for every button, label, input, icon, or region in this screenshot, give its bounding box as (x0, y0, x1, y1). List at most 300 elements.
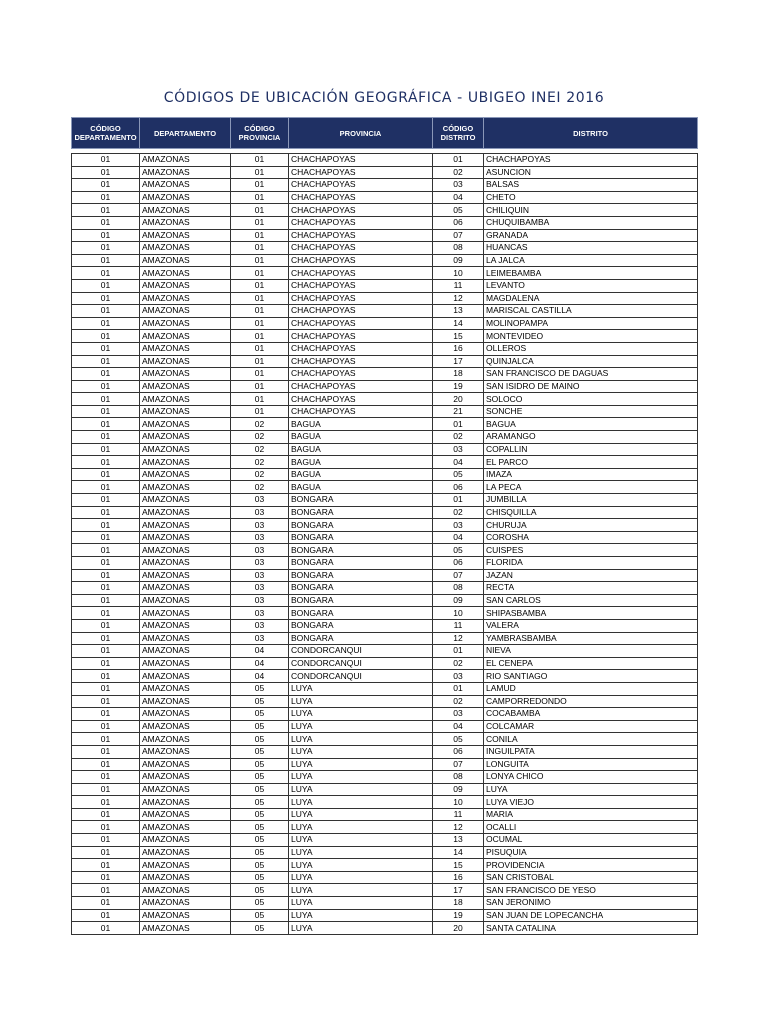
cell-distrito: MARISCAL CASTILLA (484, 305, 698, 318)
cell-distrito: MAGDALENA (484, 292, 698, 305)
cell-codigo-distrito: 17 (433, 355, 484, 368)
cell-departamento: AMAZONAS (140, 456, 231, 469)
cell-codigo-departamento: 01 (72, 771, 140, 784)
header-codigo-provincia: CÓDIGO PROVINCIA (231, 118, 289, 149)
cell-codigo-provincia: 05 (231, 758, 289, 771)
cell-codigo-distrito: 05 (433, 733, 484, 746)
table-row (72, 456, 698, 469)
cell-codigo-distrito: 03 (433, 443, 484, 456)
table-row (72, 657, 698, 670)
cell-distrito: SAN CRISTOBAL (484, 871, 698, 884)
cell-codigo-departamento: 01 (72, 342, 140, 355)
cell-provincia: CHACHAPOYAS (289, 242, 433, 255)
cell-departamento: AMAZONAS (140, 657, 231, 670)
header-provincia: PROVINCIA (289, 118, 433, 149)
cell-distrito: SAN JERONIMO (484, 897, 698, 910)
cell-codigo-departamento: 01 (72, 443, 140, 456)
cell-distrito: EL CENEPA (484, 657, 698, 670)
table-row (72, 871, 698, 884)
cell-departamento: AMAZONAS (140, 418, 231, 431)
header-departamento: DEPARTAMENTO (140, 118, 231, 149)
cell-departamento: AMAZONAS (140, 179, 231, 192)
cell-codigo-departamento: 01 (72, 619, 140, 632)
cell-codigo-provincia: 01 (231, 166, 289, 179)
cell-codigo-provincia: 05 (231, 871, 289, 884)
cell-codigo-distrito: 16 (433, 871, 484, 884)
table-row (72, 670, 698, 683)
cell-departamento: AMAZONAS (140, 380, 231, 393)
cell-distrito: IMAZA (484, 468, 698, 481)
table-row (72, 632, 698, 645)
table-row (72, 368, 698, 381)
cell-provincia: BAGUA (289, 431, 433, 444)
cell-codigo-provincia: 01 (231, 242, 289, 255)
table-row (72, 330, 698, 343)
cell-distrito: COPALLIN (484, 443, 698, 456)
cell-departamento: AMAZONAS (140, 834, 231, 847)
cell-codigo-provincia: 04 (231, 657, 289, 670)
cell-distrito: PROVIDENCIA (484, 859, 698, 872)
table-row (72, 254, 698, 267)
cell-departamento: AMAZONAS (140, 279, 231, 292)
cell-provincia: CHACHAPOYAS (289, 317, 433, 330)
cell-codigo-provincia: 05 (231, 859, 289, 872)
cell-codigo-provincia: 01 (231, 254, 289, 267)
table-row (72, 695, 698, 708)
cell-codigo-distrito: 08 (433, 771, 484, 784)
cell-codigo-distrito: 08 (433, 582, 484, 595)
cell-departamento: AMAZONAS (140, 708, 231, 721)
cell-provincia: LUYA (289, 859, 433, 872)
cell-codigo-distrito: 14 (433, 846, 484, 859)
table-row (72, 619, 698, 632)
cell-distrito: GRANADA (484, 229, 698, 242)
cell-codigo-provincia: 02 (231, 431, 289, 444)
cell-codigo-distrito: 04 (433, 191, 484, 204)
cell-provincia: BONGARA (289, 544, 433, 557)
cell-codigo-provincia: 03 (231, 494, 289, 507)
cell-codigo-provincia: 01 (231, 330, 289, 343)
cell-codigo-departamento: 01 (72, 229, 140, 242)
cell-distrito: ARAMANGO (484, 431, 698, 444)
cell-provincia: CHACHAPOYAS (289, 368, 433, 381)
table-row (72, 380, 698, 393)
cell-codigo-provincia: 02 (231, 443, 289, 456)
cell-codigo-departamento: 01 (72, 531, 140, 544)
cell-codigo-departamento: 01 (72, 494, 140, 507)
cell-codigo-distrito: 02 (433, 506, 484, 519)
cell-distrito: PISUQUIA (484, 846, 698, 859)
table-row (72, 355, 698, 368)
cell-departamento: AMAZONAS (140, 254, 231, 267)
cell-departamento: AMAZONAS (140, 494, 231, 507)
cell-departamento: AMAZONAS (140, 468, 231, 481)
cell-codigo-provincia: 02 (231, 456, 289, 469)
cell-codigo-distrito: 13 (433, 834, 484, 847)
cell-provincia: BONGARA (289, 506, 433, 519)
table-row (72, 393, 698, 406)
table-row (72, 607, 698, 620)
cell-departamento: AMAZONAS (140, 204, 231, 217)
cell-distrito: MONTEVIDEO (484, 330, 698, 343)
cell-provincia: LUYA (289, 922, 433, 935)
cell-codigo-provincia: 02 (231, 481, 289, 494)
cell-distrito: CUISPES (484, 544, 698, 557)
cell-codigo-distrito: 20 (433, 393, 484, 406)
cell-distrito: LONYA CHICO (484, 771, 698, 784)
table-row (72, 834, 698, 847)
cell-codigo-distrito: 16 (433, 342, 484, 355)
table-row (72, 531, 698, 544)
cell-provincia: BONGARA (289, 569, 433, 582)
cell-distrito: CHURUJA (484, 519, 698, 532)
cell-codigo-departamento: 01 (72, 468, 140, 481)
cell-distrito: HUANCAS (484, 242, 698, 255)
cell-distrito: JAZAN (484, 569, 698, 582)
cell-codigo-distrito: 02 (433, 657, 484, 670)
cell-distrito: SANTA CATALINA (484, 922, 698, 935)
cell-codigo-distrito: 02 (433, 431, 484, 444)
cell-codigo-distrito: 03 (433, 179, 484, 192)
cell-departamento: AMAZONAS (140, 796, 231, 809)
cell-distrito: BALSAS (484, 179, 698, 192)
cell-codigo-distrito: 06 (433, 481, 484, 494)
cell-provincia: BAGUA (289, 418, 433, 431)
table-row (72, 204, 698, 217)
cell-codigo-provincia: 04 (231, 645, 289, 658)
cell-codigo-provincia: 05 (231, 897, 289, 910)
table-row (72, 582, 698, 595)
cell-codigo-distrito: 09 (433, 594, 484, 607)
table-row (72, 720, 698, 733)
cell-codigo-departamento: 01 (72, 330, 140, 343)
cell-provincia: CHACHAPOYAS (289, 292, 433, 305)
cell-departamento: AMAZONAS (140, 682, 231, 695)
table-row (72, 179, 698, 192)
cell-departamento: AMAZONAS (140, 355, 231, 368)
cell-codigo-distrito: 07 (433, 569, 484, 582)
table-row (72, 645, 698, 658)
cell-codigo-distrito: 06 (433, 557, 484, 570)
cell-codigo-departamento: 01 (72, 305, 140, 318)
cell-provincia: CONDORCANQUI (289, 657, 433, 670)
cell-codigo-distrito: 11 (433, 619, 484, 632)
header-codigo-departamento: CÓDIGO DEPARTAMENTO (72, 118, 140, 149)
cell-codigo-provincia: 01 (231, 305, 289, 318)
table-row (72, 506, 698, 519)
cell-departamento: AMAZONAS (140, 557, 231, 570)
cell-distrito: BAGUA (484, 418, 698, 431)
cell-codigo-distrito: 03 (433, 670, 484, 683)
table-row (72, 771, 698, 784)
cell-codigo-provincia: 05 (231, 745, 289, 758)
table-row (72, 305, 698, 318)
cell-distrito: COLCAMAR (484, 720, 698, 733)
table-row (72, 494, 698, 507)
cell-departamento: AMAZONAS (140, 783, 231, 796)
table-row (72, 909, 698, 922)
cell-codigo-distrito: 21 (433, 405, 484, 418)
cell-codigo-provincia: 05 (231, 834, 289, 847)
cell-distrito: SOLOCO (484, 393, 698, 406)
cell-departamento: AMAZONAS (140, 619, 231, 632)
cell-provincia: CHACHAPOYAS (289, 267, 433, 280)
table-row (72, 708, 698, 721)
cell-codigo-provincia: 01 (231, 179, 289, 192)
cell-codigo-distrito: 19 (433, 380, 484, 393)
cell-provincia: BONGARA (289, 594, 433, 607)
cell-provincia: LUYA (289, 796, 433, 809)
cell-distrito: YAMBRASBAMBA (484, 632, 698, 645)
cell-codigo-departamento: 01 (72, 582, 140, 595)
cell-codigo-provincia: 01 (231, 342, 289, 355)
table-row (72, 418, 698, 431)
table-row (72, 745, 698, 758)
cell-provincia: CHACHAPOYAS (289, 405, 433, 418)
cell-codigo-departamento: 01 (72, 695, 140, 708)
cell-codigo-distrito: 08 (433, 242, 484, 255)
cell-distrito: LEIMEBAMBA (484, 267, 698, 280)
cell-codigo-distrito: 01 (433, 682, 484, 695)
cell-codigo-provincia: 05 (231, 695, 289, 708)
cell-departamento: AMAZONAS (140, 431, 231, 444)
header-distrito: DISTRITO (484, 118, 698, 149)
cell-codigo-departamento: 01 (72, 821, 140, 834)
cell-codigo-distrito: 03 (433, 708, 484, 721)
cell-provincia: CHACHAPOYAS (289, 393, 433, 406)
cell-codigo-provincia: 03 (231, 582, 289, 595)
table-row (72, 216, 698, 229)
cell-codigo-departamento: 01 (72, 267, 140, 280)
table-row (72, 594, 698, 607)
cell-distrito: VALERA (484, 619, 698, 632)
cell-codigo-distrito: 07 (433, 229, 484, 242)
cell-codigo-provincia: 01 (231, 355, 289, 368)
cell-codigo-provincia: 01 (231, 191, 289, 204)
cell-codigo-provincia: 01 (231, 154, 289, 167)
cell-codigo-departamento: 01 (72, 720, 140, 733)
cell-codigo-distrito: 13 (433, 305, 484, 318)
cell-departamento: AMAZONAS (140, 720, 231, 733)
cell-codigo-distrito: 15 (433, 859, 484, 872)
cell-codigo-provincia: 05 (231, 821, 289, 834)
table-row (72, 292, 698, 305)
cell-distrito: SAN FRANCISCO DE YESO (484, 884, 698, 897)
cell-codigo-departamento: 01 (72, 682, 140, 695)
cell-codigo-departamento: 01 (72, 254, 140, 267)
cell-provincia: LUYA (289, 733, 433, 746)
cell-departamento: AMAZONAS (140, 695, 231, 708)
cell-codigo-distrito: 05 (433, 544, 484, 557)
table-row (72, 267, 698, 280)
ubigeo-table (71, 117, 698, 935)
cell-provincia: CHACHAPOYAS (289, 279, 433, 292)
cell-departamento: AMAZONAS (140, 154, 231, 167)
cell-codigo-provincia: 03 (231, 569, 289, 582)
cell-codigo-departamento: 01 (72, 368, 140, 381)
cell-codigo-distrito: 11 (433, 808, 484, 821)
cell-departamento: AMAZONAS (140, 745, 231, 758)
cell-provincia: LUYA (289, 897, 433, 910)
cell-distrito: FLORIDA (484, 557, 698, 570)
cell-codigo-departamento: 01 (72, 594, 140, 607)
cell-provincia: BONGARA (289, 607, 433, 620)
cell-codigo-provincia: 01 (231, 267, 289, 280)
cell-codigo-provincia: 05 (231, 708, 289, 721)
cell-codigo-departamento: 01 (72, 355, 140, 368)
cell-codigo-departamento: 01 (72, 884, 140, 897)
cell-departamento: AMAZONAS (140, 582, 231, 595)
cell-codigo-distrito: 01 (433, 154, 484, 167)
cell-codigo-departamento: 01 (72, 909, 140, 922)
cell-departamento: AMAZONAS (140, 330, 231, 343)
cell-codigo-provincia: 03 (231, 594, 289, 607)
cell-provincia: CONDORCANQUI (289, 670, 433, 683)
cell-departamento: AMAZONAS (140, 897, 231, 910)
cell-codigo-distrito: 10 (433, 267, 484, 280)
cell-codigo-provincia: 01 (231, 279, 289, 292)
cell-codigo-distrito: 03 (433, 519, 484, 532)
cell-distrito: RIO SANTIAGO (484, 670, 698, 683)
cell-departamento: AMAZONAS (140, 758, 231, 771)
table-row (72, 733, 698, 746)
header-codigo-distrito: CÓDIGO DISTRITO (433, 118, 484, 149)
table-row (72, 796, 698, 809)
cell-distrito: ASUNCION (484, 166, 698, 179)
cell-codigo-provincia: 05 (231, 720, 289, 733)
cell-codigo-departamento: 01 (72, 808, 140, 821)
cell-departamento: AMAZONAS (140, 808, 231, 821)
cell-codigo-provincia: 03 (231, 632, 289, 645)
cell-codigo-distrito: 18 (433, 897, 484, 910)
page-title: CÓDIGOS DE UBICACIÓN GEOGRÁFICA - UBIGEO INEI 2016 (163, 90, 605, 106)
cell-departamento: AMAZONAS (140, 909, 231, 922)
table-row (72, 682, 698, 695)
cell-departamento: AMAZONAS (140, 871, 231, 884)
header-row (72, 118, 698, 149)
cell-codigo-distrito: 10 (433, 607, 484, 620)
cell-distrito: LA JALCA (484, 254, 698, 267)
cell-departamento: AMAZONAS (140, 443, 231, 456)
cell-departamento: AMAZONAS (140, 922, 231, 935)
cell-codigo-departamento: 01 (72, 242, 140, 255)
cell-provincia: LUYA (289, 909, 433, 922)
cell-provincia: LUYA (289, 821, 433, 834)
cell-codigo-distrito: 14 (433, 317, 484, 330)
cell-codigo-provincia: 05 (231, 846, 289, 859)
cell-codigo-provincia: 03 (231, 531, 289, 544)
cell-codigo-distrito: 05 (433, 204, 484, 217)
cell-departamento: AMAZONAS (140, 305, 231, 318)
cell-codigo-distrito: 20 (433, 922, 484, 935)
table-row (72, 821, 698, 834)
table-row (72, 808, 698, 821)
cell-codigo-provincia: 05 (231, 783, 289, 796)
cell-codigo-departamento: 01 (72, 166, 140, 179)
table-row (72, 758, 698, 771)
cell-distrito: CONILA (484, 733, 698, 746)
cell-departamento: AMAZONAS (140, 771, 231, 784)
cell-provincia: LUYA (289, 695, 433, 708)
cell-codigo-provincia: 05 (231, 682, 289, 695)
cell-provincia: BONGARA (289, 632, 433, 645)
cell-departamento: AMAZONAS (140, 544, 231, 557)
table-row (72, 897, 698, 910)
cell-codigo-departamento: 01 (72, 317, 140, 330)
cell-departamento: AMAZONAS (140, 405, 231, 418)
cell-provincia: BAGUA (289, 456, 433, 469)
cell-distrito: LUYA (484, 783, 698, 796)
cell-provincia: CHACHAPOYAS (289, 216, 433, 229)
cell-codigo-provincia: 01 (231, 292, 289, 305)
cell-departamento: AMAZONAS (140, 342, 231, 355)
cell-codigo-departamento: 01 (72, 569, 140, 582)
cell-distrito: MOLINOPAMPA (484, 317, 698, 330)
cell-codigo-provincia: 05 (231, 771, 289, 784)
cell-codigo-provincia: 01 (231, 204, 289, 217)
cell-distrito: QUINJALCA (484, 355, 698, 368)
cell-codigo-provincia: 03 (231, 619, 289, 632)
cell-distrito: SHIPASBAMBA (484, 607, 698, 620)
cell-codigo-departamento: 01 (72, 733, 140, 746)
cell-distrito: MARIA (484, 808, 698, 821)
table-row (72, 405, 698, 418)
cell-departamento: AMAZONAS (140, 859, 231, 872)
cell-departamento: AMAZONAS (140, 216, 231, 229)
cell-departamento: AMAZONAS (140, 884, 231, 897)
cell-codigo-departamento: 01 (72, 519, 140, 532)
cell-codigo-distrito: 12 (433, 632, 484, 645)
cell-distrito: SAN JUAN DE LOPECANCHA (484, 909, 698, 922)
cell-codigo-provincia: 04 (231, 670, 289, 683)
cell-provincia: CONDORCANQUI (289, 645, 433, 658)
cell-codigo-distrito: 07 (433, 758, 484, 771)
cell-provincia: BAGUA (289, 443, 433, 456)
cell-codigo-provincia: 03 (231, 519, 289, 532)
table-row (72, 468, 698, 481)
cell-provincia: BAGUA (289, 468, 433, 481)
table-row (72, 317, 698, 330)
cell-codigo-distrito: 04 (433, 720, 484, 733)
table-row (72, 859, 698, 872)
cell-distrito: CHILIQUIN (484, 204, 698, 217)
cell-provincia: CHACHAPOYAS (289, 305, 433, 318)
cell-provincia: LUYA (289, 771, 433, 784)
cell-codigo-provincia: 03 (231, 557, 289, 570)
cell-codigo-distrito: 05 (433, 468, 484, 481)
cell-departamento: AMAZONAS (140, 519, 231, 532)
cell-codigo-distrito: 04 (433, 531, 484, 544)
cell-departamento: AMAZONAS (140, 481, 231, 494)
cell-provincia: CHACHAPOYAS (289, 179, 433, 192)
cell-distrito: COCABAMBA (484, 708, 698, 721)
cell-provincia: BONGARA (289, 494, 433, 507)
cell-codigo-distrito: 19 (433, 909, 484, 922)
cell-distrito: CHETO (484, 191, 698, 204)
cell-codigo-provincia: 05 (231, 922, 289, 935)
cell-departamento: AMAZONAS (140, 317, 231, 330)
cell-departamento: AMAZONAS (140, 846, 231, 859)
cell-departamento: AMAZONAS (140, 393, 231, 406)
table-row (72, 191, 698, 204)
cell-codigo-departamento: 01 (72, 405, 140, 418)
cell-codigo-distrito: 09 (433, 254, 484, 267)
cell-distrito: EL PARCO (484, 456, 698, 469)
cell-codigo-distrito: 12 (433, 821, 484, 834)
cell-distrito: RECTA (484, 582, 698, 595)
table-row (72, 846, 698, 859)
cell-codigo-distrito: 06 (433, 745, 484, 758)
